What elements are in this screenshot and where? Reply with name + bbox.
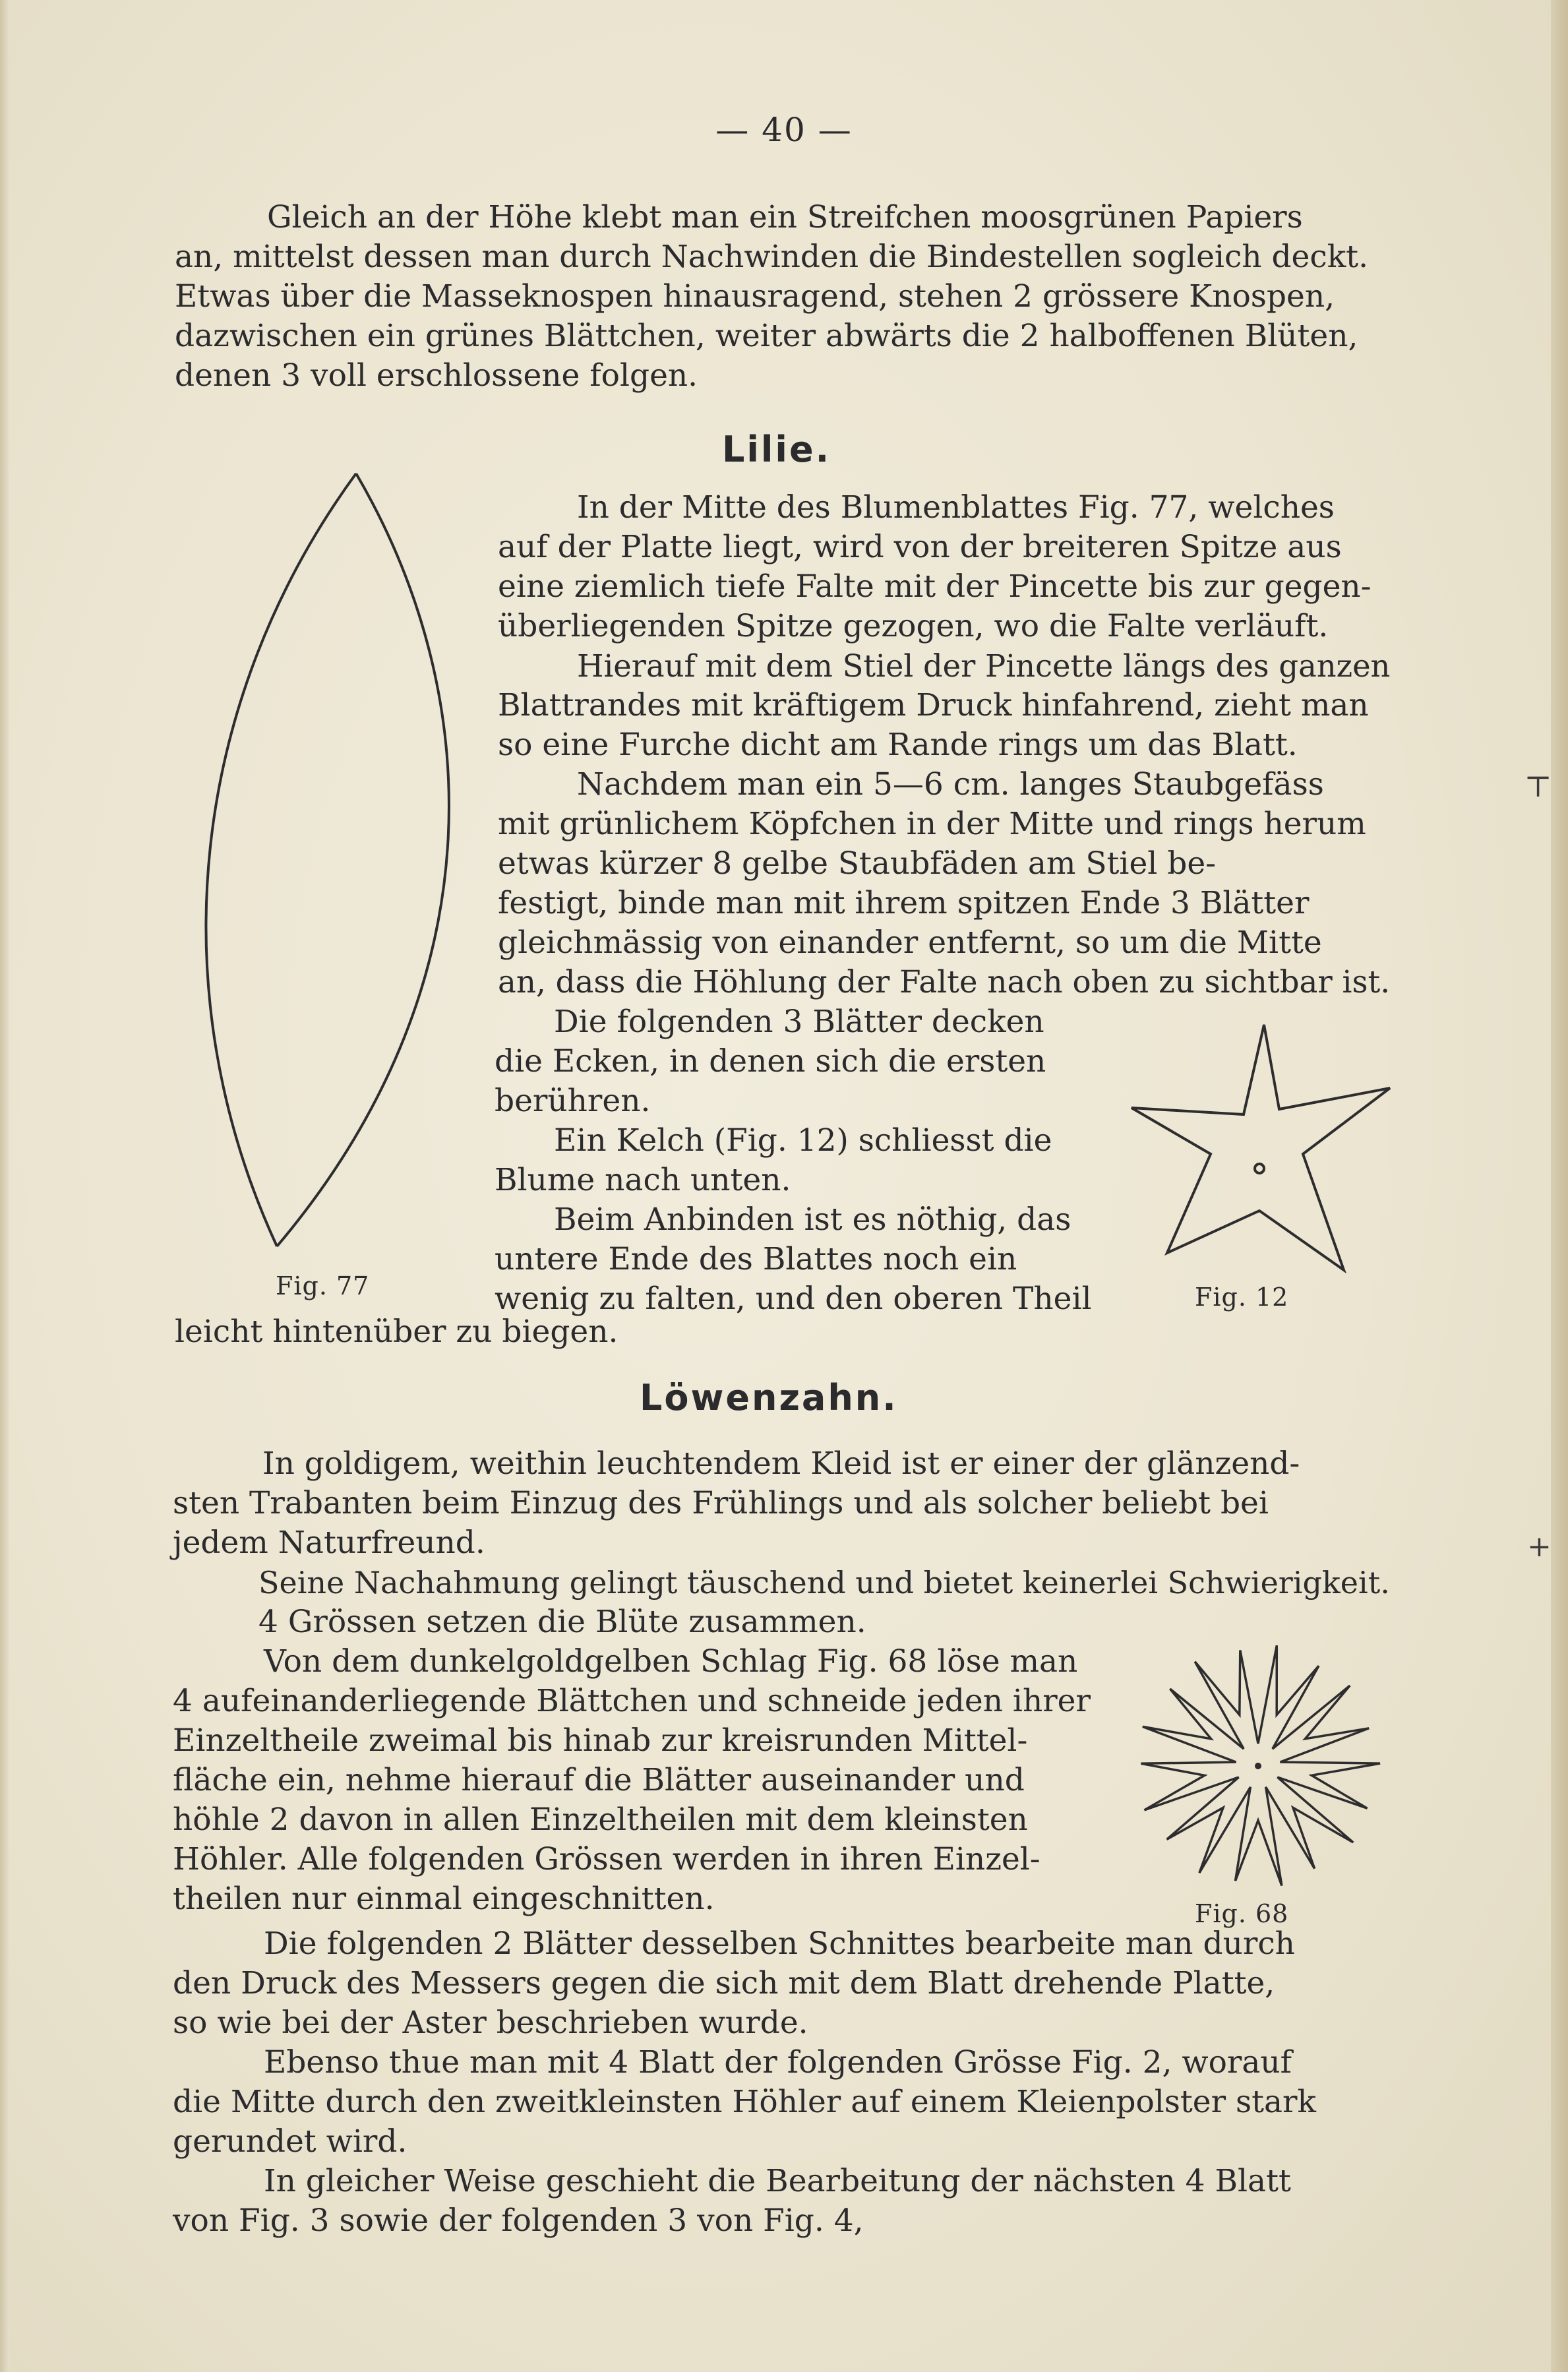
text-line: fläche ein, nehme hierauf die Blätter auseinander und — [173, 1762, 1025, 1798]
text-line: Einzeltheile zweimal bis hinab zur kreisrunden Mittel- — [173, 1722, 1028, 1759]
text-line: Die folgenden 2 Blätter desselben Schnittes bearbeite man durch — [264, 1926, 1295, 1962]
text-line: von Fig. 3 sowie der folgenden 3 von Fig. 4, — [173, 2203, 864, 2239]
text-line: berühren. — [495, 1083, 651, 1119]
text-line: Blattrandes mit kräftigem Druck hinfahrend, zieht man — [498, 687, 1369, 723]
page-left-edge — [0, 0, 9, 2372]
text-line: auf der Platte liegt, wird von der breiteren Spitze aus — [498, 529, 1342, 565]
text-line: 4 aufeinanderliegende Blättchen und schneide jeden ihrer — [173, 1683, 1091, 1719]
text-line: Hierauf mit dem Stiel der Pincette längs des ganzen — [577, 648, 1391, 684]
text-line: eine ziemlich tiefe Falte mit der Pincette bis zur gegen- — [498, 568, 1372, 605]
text-line: so wie bei der Aster beschrieben wurde. — [173, 2005, 808, 2041]
text-line: In goldigem, weithin leuchtendem Kleid ist er einer der glänzend- — [262, 1445, 1300, 1482]
text-line: Von dem dunkelgoldgelben Schlag Fig. 68 löse man — [264, 1643, 1078, 1680]
text-line: so eine Furche dicht am Rande rings um das Blatt. — [498, 727, 1298, 763]
text-line: etwas kürzer 8 gelbe Staubfäden am Stiel be- — [498, 845, 1217, 882]
text-line: Nachdem man ein 5—6 cm. langes Staubgefäss — [577, 766, 1324, 803]
text-line: jedem Naturfreund. — [173, 1525, 485, 1561]
text-line: die Mitte durch den zweitkleinsten Höhler auf einem Kleienpolster stark — [173, 2084, 1316, 2120]
caption-fig-77: Fig. 77 — [276, 1271, 370, 1300]
loewenzahn-paragraph-1 — [173, 1444, 1396, 1642]
margin-mark-bottom: + — [1527, 1530, 1552, 1564]
margin-mark-top: ⊤ — [1524, 770, 1552, 804]
text-line: Seine Nachahmung gelingt täuschend und bietet keinerlei Schwierigkeit. — [258, 1565, 1390, 1600]
text-line: die Ecken, in denen sich die ersten — [495, 1043, 1046, 1080]
text-line: leicht hintenüber zu biegen. — [175, 1314, 618, 1350]
lilie-last-line — [175, 1312, 768, 1352]
text-line: Ebenso thue man mit 4 Blatt der folgenden Grösse Fig. 2, worauf — [264, 2044, 1292, 2081]
text-line: untere Ende des Blattes noch ein — [495, 1241, 1017, 1277]
text-line: mit grünlichem Köpfchen in der Mitte und rings herum — [498, 806, 1366, 842]
text-line: denen 3 voll erschlossene folgen. — [175, 357, 698, 394]
text-line: In der Mitte des Blumenblattes Fig. 77, welches — [577, 489, 1335, 526]
text-line: dazwischen ein grünes Blättchen, weiter abwärts die 2 halboffenen Blüten, — [175, 318, 1358, 354]
text-line: an, dass die Höhlung der Falte nach oben zu sichtbar ist. — [498, 965, 1391, 1000]
text-line: wenig zu falten, und den oberen Theil — [495, 1281, 1092, 1317]
figure-68-flower — [1128, 1629, 1404, 1906]
loewenzahn-paragraph-2 — [173, 1642, 1109, 1919]
intro-paragraph — [175, 198, 1395, 396]
text-line: 4 Grössen setzen die Blüte zusammen. — [258, 1604, 866, 1640]
text-line: festigt, binde man mit ihrem spitzen Ende 3 Blätter — [498, 885, 1310, 921]
figure-12-star — [1121, 1016, 1398, 1279]
text-line: gerundet wird. — [173, 2123, 407, 2160]
page-number: — 40 — — [715, 111, 853, 149]
loewenzahn-paragraph-3 — [173, 1924, 1396, 2241]
text-line: sten Trabanten beim Einzug des Frühlings und als solcher beliebt bei — [173, 1485, 1269, 1521]
text-line: theilen nur einmal eingeschnitten. — [173, 1881, 715, 1917]
caption-fig-12: Fig. 12 — [1195, 1283, 1289, 1312]
text-line: Höhler. Alle folgenden Grössen werden in ihren Einzel- — [173, 1841, 1040, 1877]
heading-lilie: Lilie. — [722, 429, 831, 470]
text-line: In gleicher Weise geschieht die Bearbeitung der nächsten 4 Blatt — [264, 2163, 1291, 2199]
text-line: höhle 2 davon in allen Einzeltheilen mit dem kleinsten — [173, 1802, 1028, 1838]
text-line: gleichmässig von einander entfernt, so um die Mitte — [498, 925, 1322, 961]
lilie-paragraph-1 — [498, 488, 1395, 1002]
text-line: Beim Anbinden ist es nöthig, das — [554, 1201, 1071, 1238]
page-right-edge — [1551, 0, 1568, 2372]
figure-77-leaf — [165, 462, 481, 1266]
text-line: Ein Kelch (Fig. 12) schliesst die — [554, 1122, 1052, 1159]
text-line: überliegenden Spitze gezogen, wo die Falte verläuft. — [498, 608, 1329, 644]
text-line: den Druck des Messers gegen die sich mit dem Blatt drehende Platte, — [173, 1965, 1275, 2001]
text-line: Gleich an der Höhe klebt man ein Streifchen moosgrünen Papiers — [267, 199, 1303, 235]
heading-loewenzahn: Löwenzahn. — [640, 1377, 898, 1418]
text-line: Etwas über die Masseknospen hinausragend, stehen 2 grössere Knospen, — [175, 278, 1335, 315]
text-line: Die folgenden 3 Blätter decken — [554, 1004, 1044, 1040]
text-line: Blume nach unten. — [495, 1162, 791, 1198]
caption-fig-68: Fig. 68 — [1195, 1899, 1289, 1928]
text-line: an, mittelst dessen man durch Nachwinden die Bindestellen sogleich deckt. — [175, 239, 1369, 275]
lilie-paragraph-2 — [495, 1002, 1108, 1319]
